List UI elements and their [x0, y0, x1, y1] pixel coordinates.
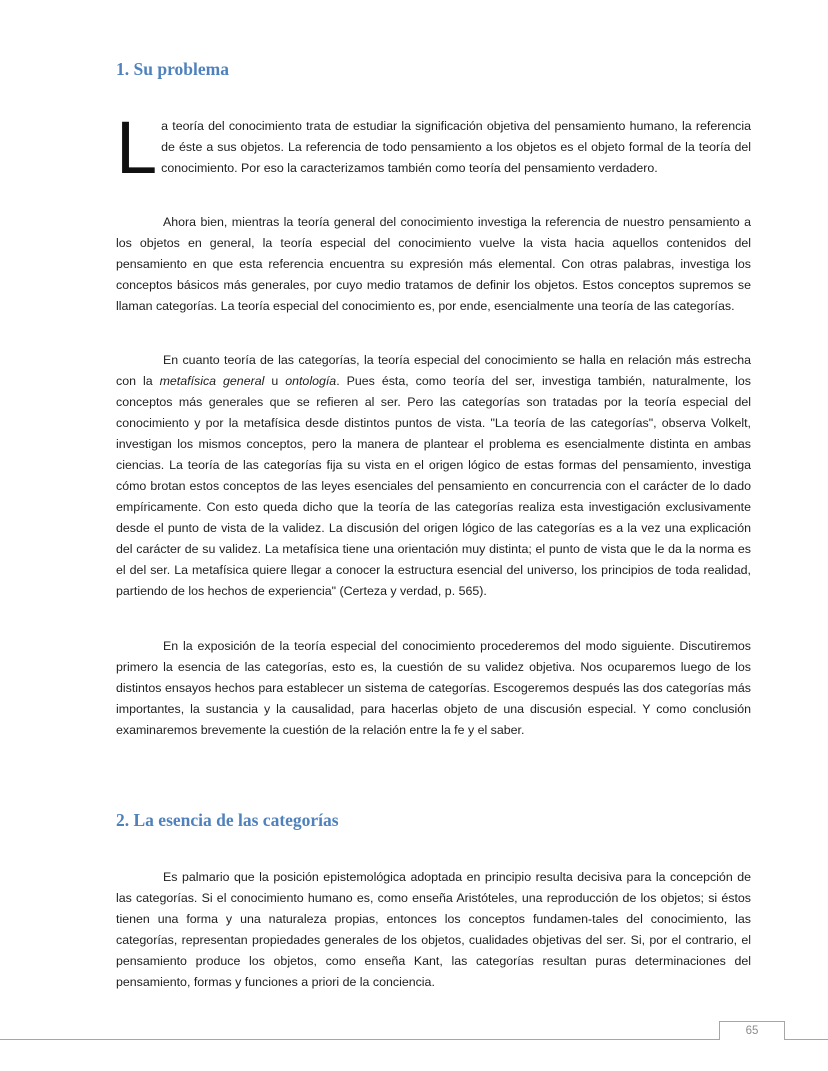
paragraph-5: Es palmario que la posición epistemológica adoptada en principio resulta decisiva para la concepción de las categorías. Si el conocimiento humano es, como enseña Aristóteles, una reproducción de los objetos; si éstos tienen una forma y una naturaleza propias, entonces los conceptos fundamen-tales del conocimiento, las categorías, representan propiedades generales de los objetos, cualidades objetivas del ser. Si, por el contrario, el pensamiento produce los objetos, como enseña Kant, las categorías resultan puras determinaciones del pensamiento, formas y funciones a priori de la conciencia. [116, 870, 751, 989]
italic-metafisica-general: metafísica general [159, 374, 265, 388]
italic-ontologia: ontología [285, 374, 337, 388]
paragraph-3 [116, 350, 751, 602]
paragraph-3-text-b: u [264, 374, 286, 388]
footer-rule [0, 1039, 828, 1040]
paragraph-4: En la exposición de la teoría especial del conocimiento procederemos del modo siguiente. Discutiremos primero la esencia de las categorías, esto es, la cuestión de su validez objetiva. Nos ocuparemos luego de los distintos ensayos hechos para establecer un sistema de categorías. Escogeremos después las dos categorías más importantes, la sustancia y la causalidad, para hacerlas objeto de una discusión especial. Y como conclusión examinaremos brevemente la cuestión de la relación entre la fe y el saber. [116, 639, 751, 737]
paragraph-1-text: a teoría del conocimiento trata de estudiar la significación objetiva del pensamiento humano, la referencia de éste a sus objetos. La referencia de todo pensamiento a los objetos es el objeto formal de la teoría del conocimiento. Por eso la caracterizamos también como teoría del pensamiento verdadero. [161, 119, 751, 175]
section-heading-su-problema: 1. Su problema [116, 59, 229, 79]
paragraph-1 [116, 106, 751, 189]
drop-cap: L [116, 106, 158, 189]
page-number: 65 [719, 1021, 785, 1040]
paragraph-2: Ahora bien, mientras la teoría general del conocimiento investiga la referencia de nuestro pensamiento a los objetos en general, la teoría especial del conocimiento vuelve la vista hacia aquellos contenidos del pensamiento en que esta referencia encuentra su expresión más elemental. Con otras palabras, investiga los conceptos básicos más generales, por cuyo medio tratamos de definir los objetos. Estos conceptos supremos se llaman categorías. La teoría especial del conocimiento es, por ende, esencialmente una teoría de las categorías. [116, 215, 751, 313]
section-heading-esencia-categorias: 2. La esencia de las categorías [116, 810, 339, 830]
paragraph-3-text-a: En cuanto teoría de las categorías, la teoría especial del conocimiento se halla en relación más estrecha con la [116, 353, 751, 388]
paragraph-3-text-c: . Pues ésta, como teoría del ser, investiga también, naturalmente, los conceptos más generales que se refieren al ser. Pero las categorías son tratadas por la teoría especial del conocimiento y por la metafísica desde distintos puntos de vista. "La teoría de las categorías", observa Volkelt, investigan los mismos conceptos, pero la manera de plantear el problema es esencialmente distinta en ambas ciencias. La teoría de las categorías fija su vista en el origen lógico de estas formas del pensamiento, investiga cómo brotan estos conceptos de las leyes esenciales del pensamiento en concurrencia con el carácter de lo dado empíricamente. Con esto queda dicho que la teoría de las categorías realiza esta investigación exclusivamente desde el punto de vista de la validez. La discusión del origen lógico de las categorías es a la vez una explicación del carácter de su validez. La metafísica tiene una orientación muy distinta; el punto de vista que le da la norma es el del ser. La metafísica quiere llegar a conocer la estructura esencial del universo, los principios de toda realidad, partiendo de los hechos de experiencia" (Certeza y verdad, p. 565). [116, 374, 751, 598]
